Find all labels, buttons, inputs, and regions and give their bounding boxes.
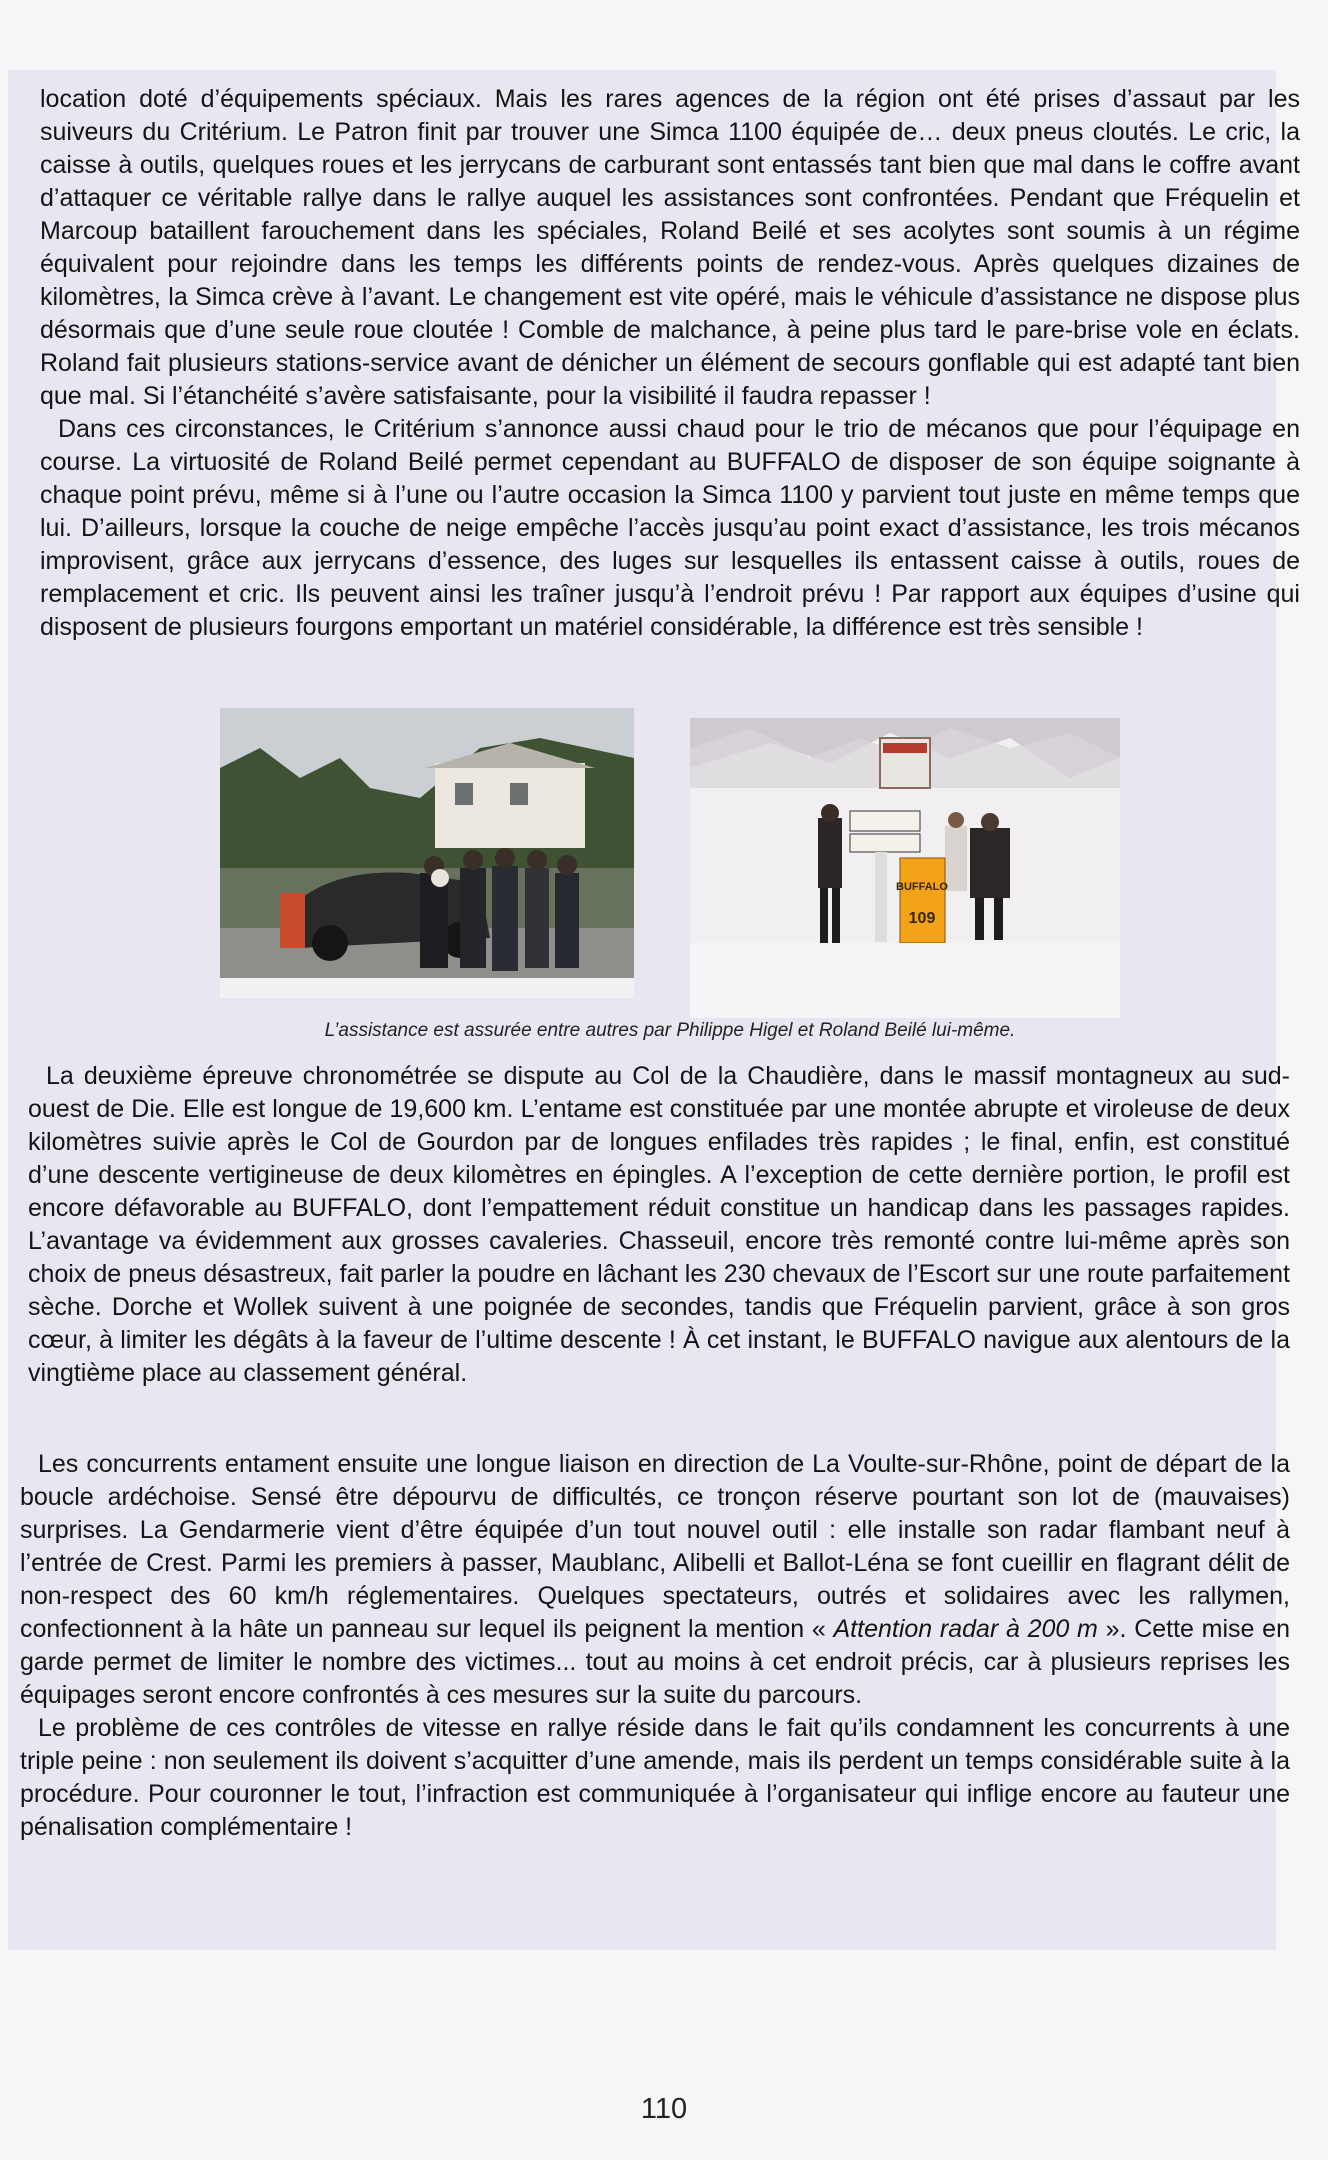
paragraph: Dans ces circonstances, le Critérium s’annonce aussi chaud pour le trio de mécanos que pour l’équipage en course. La virtuosité de Roland Beilé permet cependant au BUFFALO de disposer de son équipe soignante à chaque point prévu, même si à l’une ou l’autre occasion la Simca 1100 y parvient tout juste en même temps que lui. D’ailleurs, lorsque la couche de neige empêche l’accès jusqu’au point exact d’assistance, les trois mécanos improvisent, grâce aux jerrycans d’essence, des luges sur lesquelles ils entassent caisse à outils, roues de remplacement et cric. Ils peuvent ainsi les traîner jusqu’à l’endroit prévu ! Par rapport aux équipes d’usine qui disposent de plusieurs fourgons emportant un matériel considérable, la différence est très sensible ! — [40, 415, 1300, 641]
page-number: 110 — [640, 2093, 688, 2125]
photo-snow-sign-drawing — [690, 718, 1120, 1018]
sign-number-text: 109 — [908, 910, 936, 927]
sign-buffalo-text: BUFFALO — [896, 881, 948, 893]
paragraph-text: Les concurrents entament ensuite une longue liaison en direction de La Voulte-sur-Rhône, point de départ de la boucle ardéchoise. Sensé être dépourvu de difficultés, ce tronçon réserve pourtant son lot de (mauvaises) surprises. La Gendarmerie vient d’être équipée d’un tout nouvel outil : elle installe son radar flambant neuf à l’entrée de Crest. Parmi les premiers à passer, Maublanc, Alibelli et Ballot-Léna se font cueillir en flagrant délit de non-respect des 60 km/h réglementaires. Quelques spectateurs, outrés et solidaires avec les rallymen, confectionnent à la hâte un panneau sur lequel ils peignent la mention « — [20, 1450, 1290, 1643]
paragraph — [20, 1448, 1290, 1712]
photo-caption: L’assistance est assurée entre autres par Philippe Higel et Roland Beilé lui-même. — [324, 1020, 1016, 1041]
paragraph: Le problème de ces contrôles de vitesse en rallye réside dans le fait qu’ils condamnent les concurrents à une triple peine : non seulement ils doivent s’acquitter d’une amende, mais ils perdent un temps considérable suite à la procédure. Pour couronner le tout, l’infraction est communiquée à l’organisateur qui inflige encore au fauteur une pénalisation complémentaire ! — [20, 1714, 1290, 1841]
photo-service-car-drawing — [220, 708, 634, 998]
photo-snow-sign — [690, 718, 1120, 1018]
photo-service-car — [220, 708, 634, 998]
text-block-bottom — [20, 1448, 1290, 1844]
paragraph: La deuxième épreuve chronométrée se dispute au Col de la Chaudière, dans le massif montagneux au sud-ouest de Die. Elle est longue de 19,600 km. L’entame est constituée par une montée abrupte et viroleuse de deux kilomètres suivie après le Col de Gourdon par de longues enfilades très rapides ; le final, enfin, est constitué d’une descente vertigineuse de deux kilomètres en épingles. A l’exception de cette dernière portion, le profil est encore défavorable au BUFFALO, dont l’empattement réduit constitue un handicap dans les passages rapides. L’avantage va évidemment aux grosses cavaleries. Chasseuil, encore très remonté contre lui-même après son choix de pneus désastreux, fait parler la poudre en lâchant les 230 chevaux de l’Escort sur une route parfaitement sèche. Dorche et Wollek suivent à une poignée de secondes, tandis que Fréquelin parvient, grâce à son gros cœur, à limiter les dégâts à la faveur de l’ultime descente ! À cet instant, le BUFFALO navigue aux alentours de la vingtième place au classement général. — [28, 1062, 1290, 1387]
text-block-middle — [28, 1060, 1290, 1390]
paragraph-text: ». Cette mise en garde permet de limiter le nombre des victimes... tout au moins à cet endroit précis, car à plusieurs reprises les équipages seront encore confrontés à ces mesures sur la suite du parcours. — [20, 1615, 1290, 1709]
paragraph: location doté d’équipements spéciaux. Mais les rares agences de la région ont été prises d’assaut par les suiveurs du Critérium. Le Patron finit par trouver une Simca 1100 équipée de… deux pneus cloutés. Le cric, la caisse à outils, quelques roues et les jerrycans de carburant sont entassés tant bien que mal dans le coffre avant d’attaquer ce véritable rallye dans le rallye auquel les assistances sont confrontées. Pendant que Fréquelin et Marcoup bataillent farouchement dans les spéciales, Roland Beilé et ses acolytes sont soumis à un régime équivalent pour rejoindre dans les temps les différents points de rendez-vous. Après quelques dizaines de kilomètres, la Simca crève à l’avant. Le changement est vite opéré, mais le véhicule d’assistance ne dispose plus désormais que d’une seule roue cloutée ! Comble de malchance, à peine plus tard le pare-brise vole en éclats. Roland fait plusieurs stations-service avant de dénicher un élément de secours gonflable qui est adapté tant bien que mal. Si l’étanchéité s’avère satisfaisante, pour la visibilité il faudra repasser ! — [40, 85, 1300, 410]
radar-sign-text: Attention radar à 200 m — [833, 1615, 1098, 1643]
text-block-top — [40, 83, 1300, 644]
